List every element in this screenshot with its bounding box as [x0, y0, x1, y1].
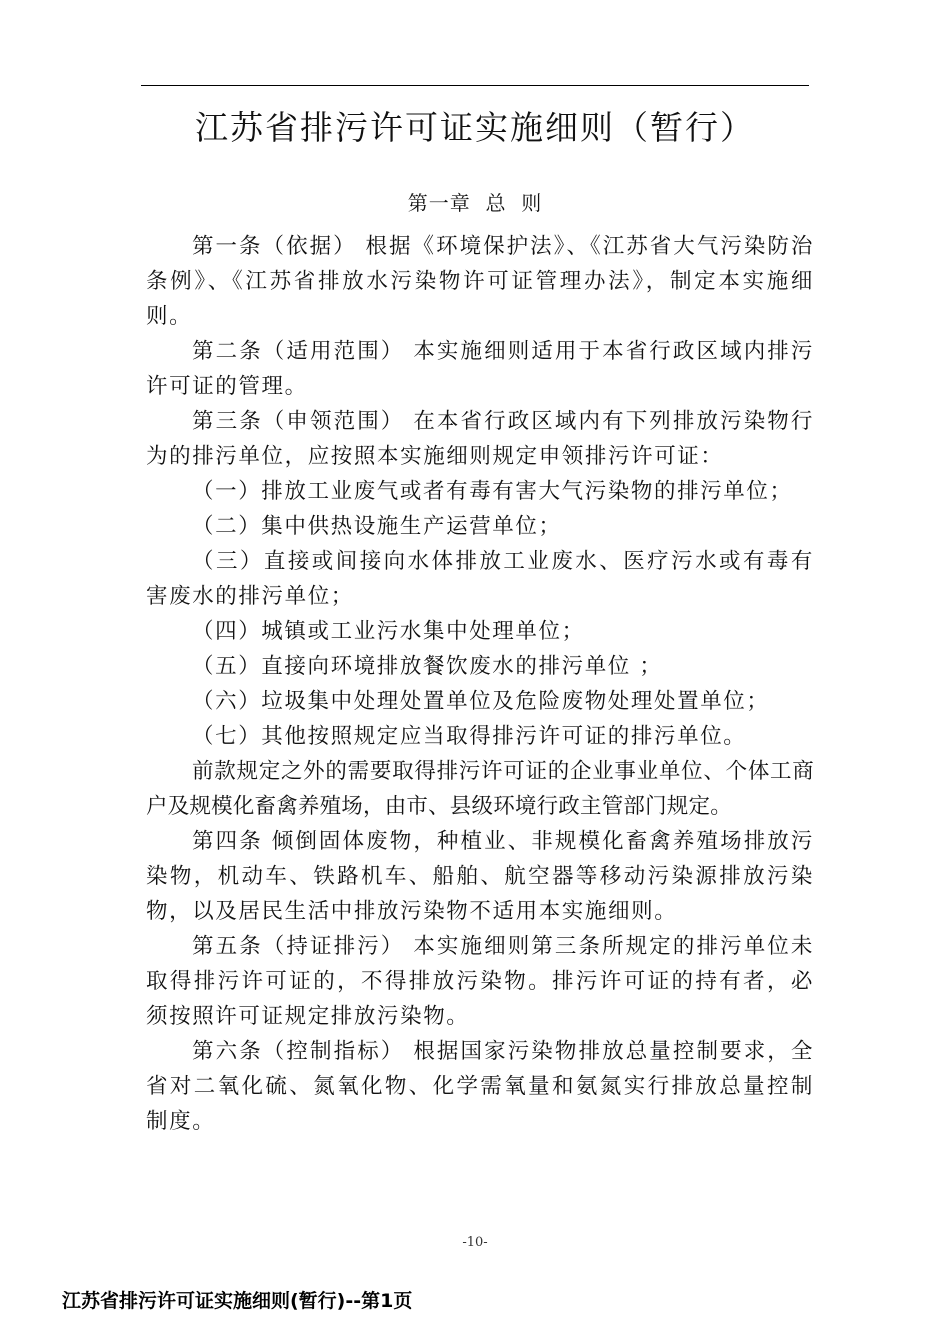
article-3-item-7: （七）其他按照规定应当取得排污许可证的排污单位。: [192, 724, 747, 749]
footer-caption: 江苏省排污许可证实施细则(暂行)--第1页: [62, 1290, 413, 1312]
header-rule: [141, 85, 809, 86]
article-4: 第四条 倾倒固体废物，种植业、非规模化畜禽养殖场排放污染物，机动车、铁路机车、船舶、航空器等移动污染源排放污染物，以及居民生活中排放污染物不适用本实施细则。: [146, 829, 814, 924]
article-3: 第三条（申领范围） 在本省行政区域内有下列排放污染物行为的排污单位，应按照本实施细则规定申领排污许可证：: [146, 409, 814, 469]
document-title: 江苏省排污许可证实施细则（暂行）: [195, 108, 755, 147]
article-3-item-1: （一）排放工业废气或者有毒有害大气污染物的排污单位；: [192, 479, 793, 504]
article-3-item-6: （六）垃圾集中处理处置单位及危险废物处理处置单位；: [192, 689, 770, 714]
article-1: 第一条（依据） 根据《环境保护法》、《江苏省大气污染防治条例》、《江苏省排放水污染物许可证管理办法》，制定本实施细则。: [146, 234, 814, 329]
document-body: [146, 229, 814, 1139]
article-3-item-4: （四）城镇或工业污水集中处理单位；: [192, 619, 585, 644]
article-5: 第五条（持证排污） 本实施细则第三条所规定的排污单位未取得排污许可证的，不得排放污染物。排污许可证的持有者，必须按照许可证规定排放污染物。: [146, 934, 814, 1029]
article-3-item-2: （二）集中供热设施生产运营单位；: [192, 514, 562, 539]
article-6: 第六条（控制指标） 根据国家污染物排放总量控制要求，全省对二氧化硫、氮氧化物、化学需氧量和氨氮实行排放总量控制制度。: [146, 1039, 814, 1134]
article-2: 第二条（适用范围） 本实施细则适用于本省行政区域内排污许可证的管理。: [146, 339, 814, 399]
chapter-heading: 第一章 总 则: [407, 191, 543, 215]
article-3-item-5: （五）直接向环境排放餐饮废水的排污单位 ；: [192, 654, 663, 679]
article-3-item-3: （三）直接或间接向水体排放工业废水、医疗污水或有毒有害废水的排污单位；: [146, 549, 814, 609]
page-number: -10-: [462, 1235, 488, 1250]
article-3-supplement: 前款规定之外的需要取得排污许可证的企业事业单位、个体工商户及规模化畜禽养殖场，由市、县级环境行政主管部门规定。: [146, 759, 814, 819]
